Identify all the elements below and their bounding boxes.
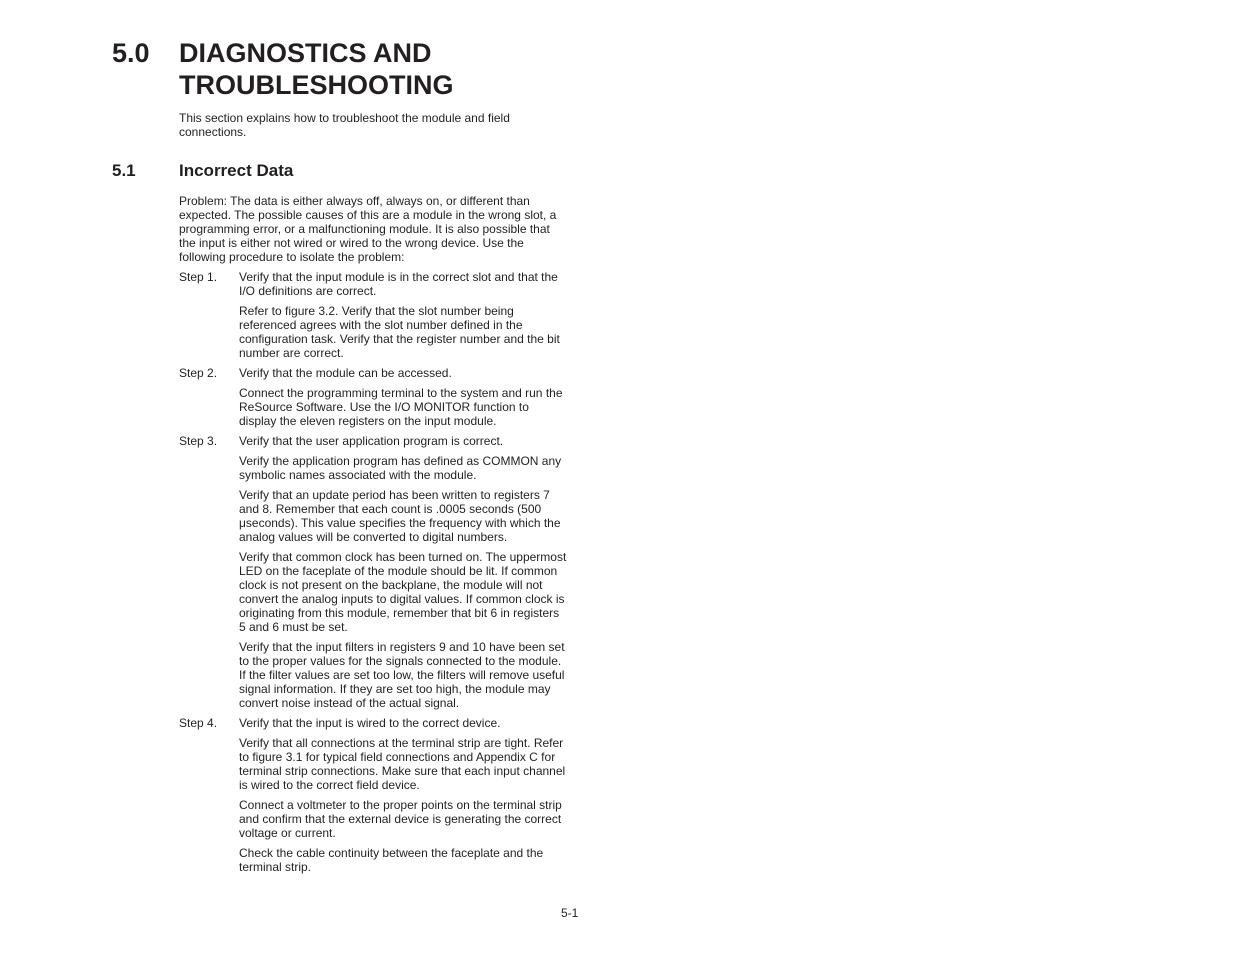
- procedure-step: [179, 434, 569, 710]
- step-paragraph: Connect the programming terminal to the system and run the ReSource Software. Use the I/O MONITOR function to display the eleven registers on the input module.: [239, 386, 563, 428]
- step-label: Step 4.: [179, 716, 218, 730]
- step-paragraph: Verify that all connections at the terminal strip are tight. Refer to figure 3.1 for typical field connections and Appendix C for terminal strip connections. Make sure that each input channel is wired to the correct field device.: [239, 736, 566, 792]
- step-content: [239, 270, 569, 360]
- step-label: Step 3.: [179, 434, 218, 448]
- step-label: Step 2.: [179, 366, 218, 380]
- step-paragraph: Check the cable continuity between the faceplate and the terminal strip.: [239, 846, 544, 874]
- step-paragraph: Refer to figure 3.2. Verify that the slot number being referenced agrees with the slot number defined in the configuration task. Verify that the register number and the bit number are correct.: [239, 304, 560, 360]
- step-list: [179, 270, 569, 874]
- section-body: [179, 194, 569, 880]
- chapter-intro: This section explains how to troubleshoot the module and field connections.: [179, 111, 510, 139]
- step-paragraph: Verify that the input filters in registers 9 and 10 have been set to the proper values for the signals connected to the module. If the filter values are set too low, the filters will remove useful signal information. If they are set too high, the module may convert noise instead of the actual signal.: [239, 640, 565, 710]
- section-number: 5.1: [112, 161, 136, 180]
- procedure-step: [179, 366, 569, 428]
- step-paragraph: Verify that the module can be accessed.: [239, 366, 452, 380]
- step-paragraph: Verify that the input is wired to the correct device.: [239, 716, 501, 730]
- step-content: [239, 434, 569, 710]
- chapter-title-line: DIAGNOSTICS AND: [179, 38, 432, 68]
- section-title: Incorrect Data: [179, 161, 294, 180]
- step-paragraph: Verify that common clock has been turned on. The uppermost LED on the faceplate of the module should be lit. If common clock is not present on the backplane, the module will not convert the analog inputs to digital values. If common clock is originating from this module, remember that bit 6 in registers 5 and 6 must be set.: [239, 550, 567, 634]
- step-paragraph: Verify the application program has defined as COMMON any symbolic names associated with the module.: [239, 454, 562, 482]
- step-paragraph: Verify that the input module is in the correct slot and that the I/O definitions are correct.: [239, 270, 558, 298]
- problem-statement: Problem: The data is either always off, always on, or different than expected. The possible causes of this are a module in the wrong slot, a programming error, or a malfunctioning module. It is also possible that the input is either not wired or wired to the wrong device. Use the following procedure to isolate the problem:: [179, 194, 557, 264]
- chapter-title-line: TROUBLESHOOTING: [179, 70, 454, 100]
- step-paragraph: Verify that the user application program is correct.: [239, 434, 504, 448]
- procedure-step: [179, 270, 569, 360]
- step-label: Step 1.: [179, 270, 218, 284]
- step-paragraph: Connect a voltmeter to the proper points on the terminal strip and confirm that the external device is generating the correct voltage or current.: [239, 798, 562, 840]
- page-number: 5-1: [561, 906, 579, 920]
- chapter-number: 5.0: [112, 38, 150, 68]
- chapter-title: [179, 37, 599, 101]
- step-paragraph: Verify that an update period has been written to registers 7 and 8. Remember that each count is .0005 seconds (500 μseconds). This value specifies the frequency with which the analog values will be converted to digital numbers.: [239, 488, 561, 544]
- procedure-step: [179, 716, 569, 874]
- step-content: [239, 366, 569, 428]
- step-content: [239, 716, 569, 874]
